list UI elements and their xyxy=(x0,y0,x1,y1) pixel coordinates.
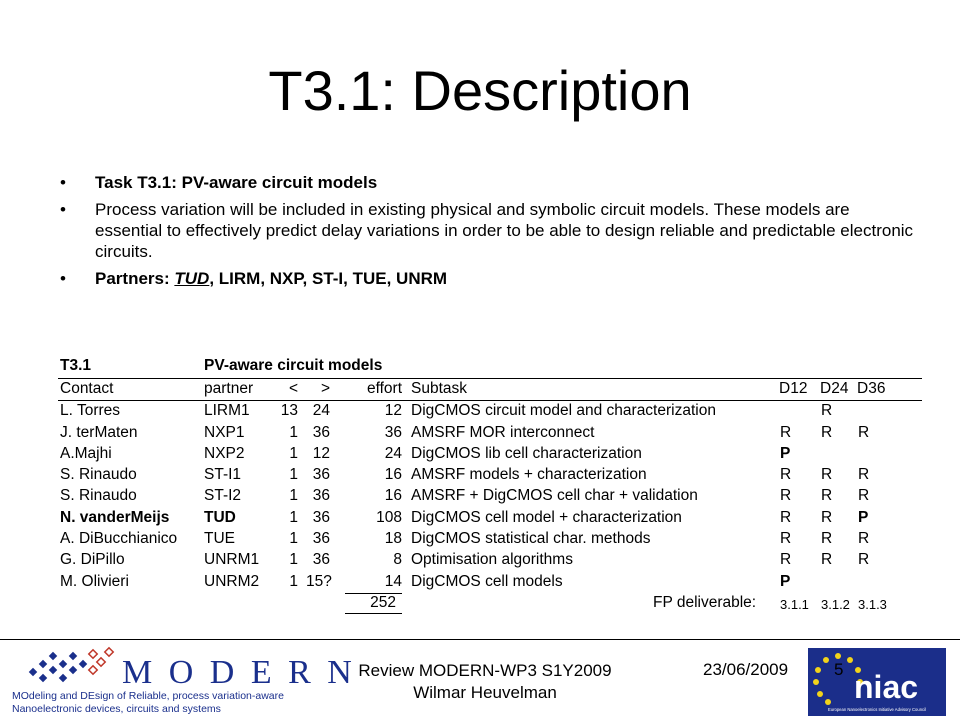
table-task-title: PV-aware circuit models xyxy=(204,357,383,374)
header-subtask: Subtask xyxy=(411,380,468,397)
cell-end: 36 xyxy=(312,487,330,505)
cell-partner: ST-I2 xyxy=(204,487,242,505)
cell-d24: R xyxy=(821,466,833,484)
header-d36: D36 xyxy=(857,380,886,397)
cell-subtask: DigCMOS lib cell characterization xyxy=(411,444,642,462)
cell-d36: R xyxy=(858,466,870,484)
cell-subtask: AMSRF models + characterization xyxy=(411,466,647,484)
cell-subtask: AMSRF MOR interconnect xyxy=(411,423,595,441)
modern-logo xyxy=(10,645,356,715)
total-effort: 252 xyxy=(345,593,402,614)
cell-partner: NXP1 xyxy=(204,423,245,441)
cell-effort: 108 xyxy=(376,508,402,526)
table-row xyxy=(58,444,922,465)
cell-subtask: AMSRF + DigCMOS cell char + validation xyxy=(411,487,698,505)
cell-contact: A. DiBucchianico xyxy=(60,530,178,548)
cell-d12: P xyxy=(780,444,791,462)
fp-deliverable-d24: 3.1.2 xyxy=(821,596,850,612)
cell-start: 1 xyxy=(289,572,298,590)
slide-title: T3.1: Description xyxy=(268,59,692,122)
modern-logo-tagline-2: Nanoelectronic devices, circuits and systems xyxy=(12,703,221,715)
cell-d36: P xyxy=(858,508,869,526)
table-title-row xyxy=(58,356,922,379)
cell-partner: TUD xyxy=(204,508,236,526)
cell-d36: R xyxy=(858,423,870,441)
cell-d12: R xyxy=(780,466,792,484)
cell-d24: R xyxy=(821,402,833,420)
cell-d12: R xyxy=(780,423,792,441)
table-total-row xyxy=(58,593,922,614)
cell-d12: R xyxy=(780,551,792,569)
cell-effort: 16 xyxy=(384,466,402,484)
cell-end: 12 xyxy=(312,444,330,462)
page-number: 5 xyxy=(834,660,844,679)
table-row xyxy=(58,550,922,571)
cell-subtask: DigCMOS cell model + characterization xyxy=(411,508,682,526)
cell-subtask: DigCMOS statistical char. methods xyxy=(411,530,651,548)
table-row xyxy=(58,508,922,529)
cell-effort: 36 xyxy=(384,423,402,441)
cell-start: 1 xyxy=(289,530,298,548)
cell-partner: TUE xyxy=(204,530,235,548)
table-row xyxy=(58,401,922,422)
cell-d12: R xyxy=(780,487,792,505)
header-effort: effort xyxy=(366,380,402,397)
cell-d12: R xyxy=(780,530,792,548)
cell-partner: LIRM1 xyxy=(204,402,250,420)
niac-logo-text: niac xyxy=(854,669,919,705)
cell-d24: R xyxy=(821,508,833,526)
header-d12: D12 xyxy=(779,380,808,397)
cell-d36: R xyxy=(858,551,870,569)
cell-start: 13 xyxy=(280,402,298,420)
cell-contact: G. DiPillo xyxy=(60,551,125,569)
fp-deliverable-label: FP deliverable: xyxy=(653,593,757,611)
cell-d12: P xyxy=(780,572,791,590)
bullet-partners xyxy=(60,268,920,289)
partners-rest: , LIRM, NXP, ST-I, TUE, UNRM xyxy=(209,269,448,288)
cell-partner: ST-I1 xyxy=(204,466,242,484)
cell-end: 36 xyxy=(312,423,330,441)
bullet-list xyxy=(60,172,920,295)
cell-partner: UNRM2 xyxy=(204,572,260,590)
cell-d24: R xyxy=(821,530,833,548)
header-end: > xyxy=(320,380,330,397)
cell-start: 1 xyxy=(289,551,298,569)
header-start: < xyxy=(288,380,298,397)
modern-logo-tagline-1: MOdeling and DEsign of Reliable, process variation-aware xyxy=(12,690,284,702)
cell-contact: S. Rinaudo xyxy=(60,466,137,484)
table-row xyxy=(58,529,922,550)
cell-start: 1 xyxy=(289,487,298,505)
partners-label: Partners: xyxy=(95,269,175,288)
task-table xyxy=(58,356,922,614)
cell-d24: R xyxy=(821,423,833,441)
footer-line1: Review MODERN-WP3 S1Y2009 xyxy=(358,661,612,680)
cell-start: 1 xyxy=(289,423,298,441)
header-partner: partner xyxy=(204,380,254,397)
cell-effort: 8 xyxy=(393,551,402,569)
cell-effort: 12 xyxy=(384,402,402,420)
table-row xyxy=(58,486,922,507)
header-d24: D24 xyxy=(820,380,849,397)
bullet-description xyxy=(60,199,920,262)
cell-effort: 24 xyxy=(384,444,402,462)
footer-divider xyxy=(0,639,960,640)
table-row xyxy=(58,423,922,444)
cell-end: 36 xyxy=(312,508,330,526)
cell-contact: S. Rinaudo xyxy=(60,487,137,505)
footer-line2: Wilmar Heuvelman xyxy=(413,683,557,702)
cell-contact: L. Torres xyxy=(60,402,121,420)
cell-subtask: DigCMOS cell models xyxy=(411,572,563,590)
header-contact: Contact xyxy=(60,380,114,397)
table-row xyxy=(58,465,922,486)
cell-contact: A.Majhi xyxy=(60,444,112,462)
cell-effort: 16 xyxy=(384,487,402,505)
cell-end: 36 xyxy=(312,530,330,548)
cell-d12: R xyxy=(780,508,792,526)
cell-end: 15? xyxy=(306,572,332,590)
cell-partner: NXP2 xyxy=(204,444,245,462)
bullet-task xyxy=(60,172,920,193)
cell-d24: R xyxy=(821,487,833,505)
table-task-id: T3.1 xyxy=(60,357,92,374)
bullet-task-text: Task T3.1: PV-aware circuit models xyxy=(95,173,378,192)
cell-contact: N. vanderMeijs xyxy=(60,508,170,526)
fp-deliverable-d12: 3.1.1 xyxy=(780,596,809,612)
footer-date: 23/06/2009 xyxy=(703,660,789,679)
cell-contact: M. Olivieri xyxy=(60,572,129,590)
cell-end: 24 xyxy=(312,402,330,420)
footer-info xyxy=(330,660,640,704)
cell-end: 36 xyxy=(312,551,330,569)
cell-d36: R xyxy=(858,530,870,548)
cell-effort: 18 xyxy=(384,530,402,548)
cell-subtask: DigCMOS circuit model and characterization xyxy=(411,402,716,420)
cell-start: 1 xyxy=(289,444,298,462)
cell-end: 36 xyxy=(312,466,330,484)
niac-logo-subtitle: European Nanoelectronics Initiative Advisory Council xyxy=(828,707,926,712)
partners-lead: TUD xyxy=(174,269,210,288)
cell-subtask: Optimisation algorithms xyxy=(411,551,573,569)
table-header-row xyxy=(58,379,922,401)
cell-partner: UNRM1 xyxy=(204,551,260,569)
niac-logo xyxy=(808,648,946,716)
cell-effort: 14 xyxy=(384,572,402,590)
modern-logo-word: M O D E R N xyxy=(122,654,356,691)
cell-contact: J. terMaten xyxy=(60,423,138,441)
cell-d24: R xyxy=(821,551,833,569)
fp-deliverable-d36: 3.1.3 xyxy=(858,596,887,612)
cell-start: 1 xyxy=(289,466,298,484)
table-row xyxy=(58,572,922,593)
modern-logo-icon xyxy=(29,648,113,682)
bullet-description-text: Process variation will be included in existing physical and symbolic circuit models. These models are essential to effectively predict delay variations in order to be able to design reliable and predictable electronic circuits. xyxy=(95,200,914,261)
cell-d36: R xyxy=(858,487,870,505)
cell-start: 1 xyxy=(289,508,298,526)
